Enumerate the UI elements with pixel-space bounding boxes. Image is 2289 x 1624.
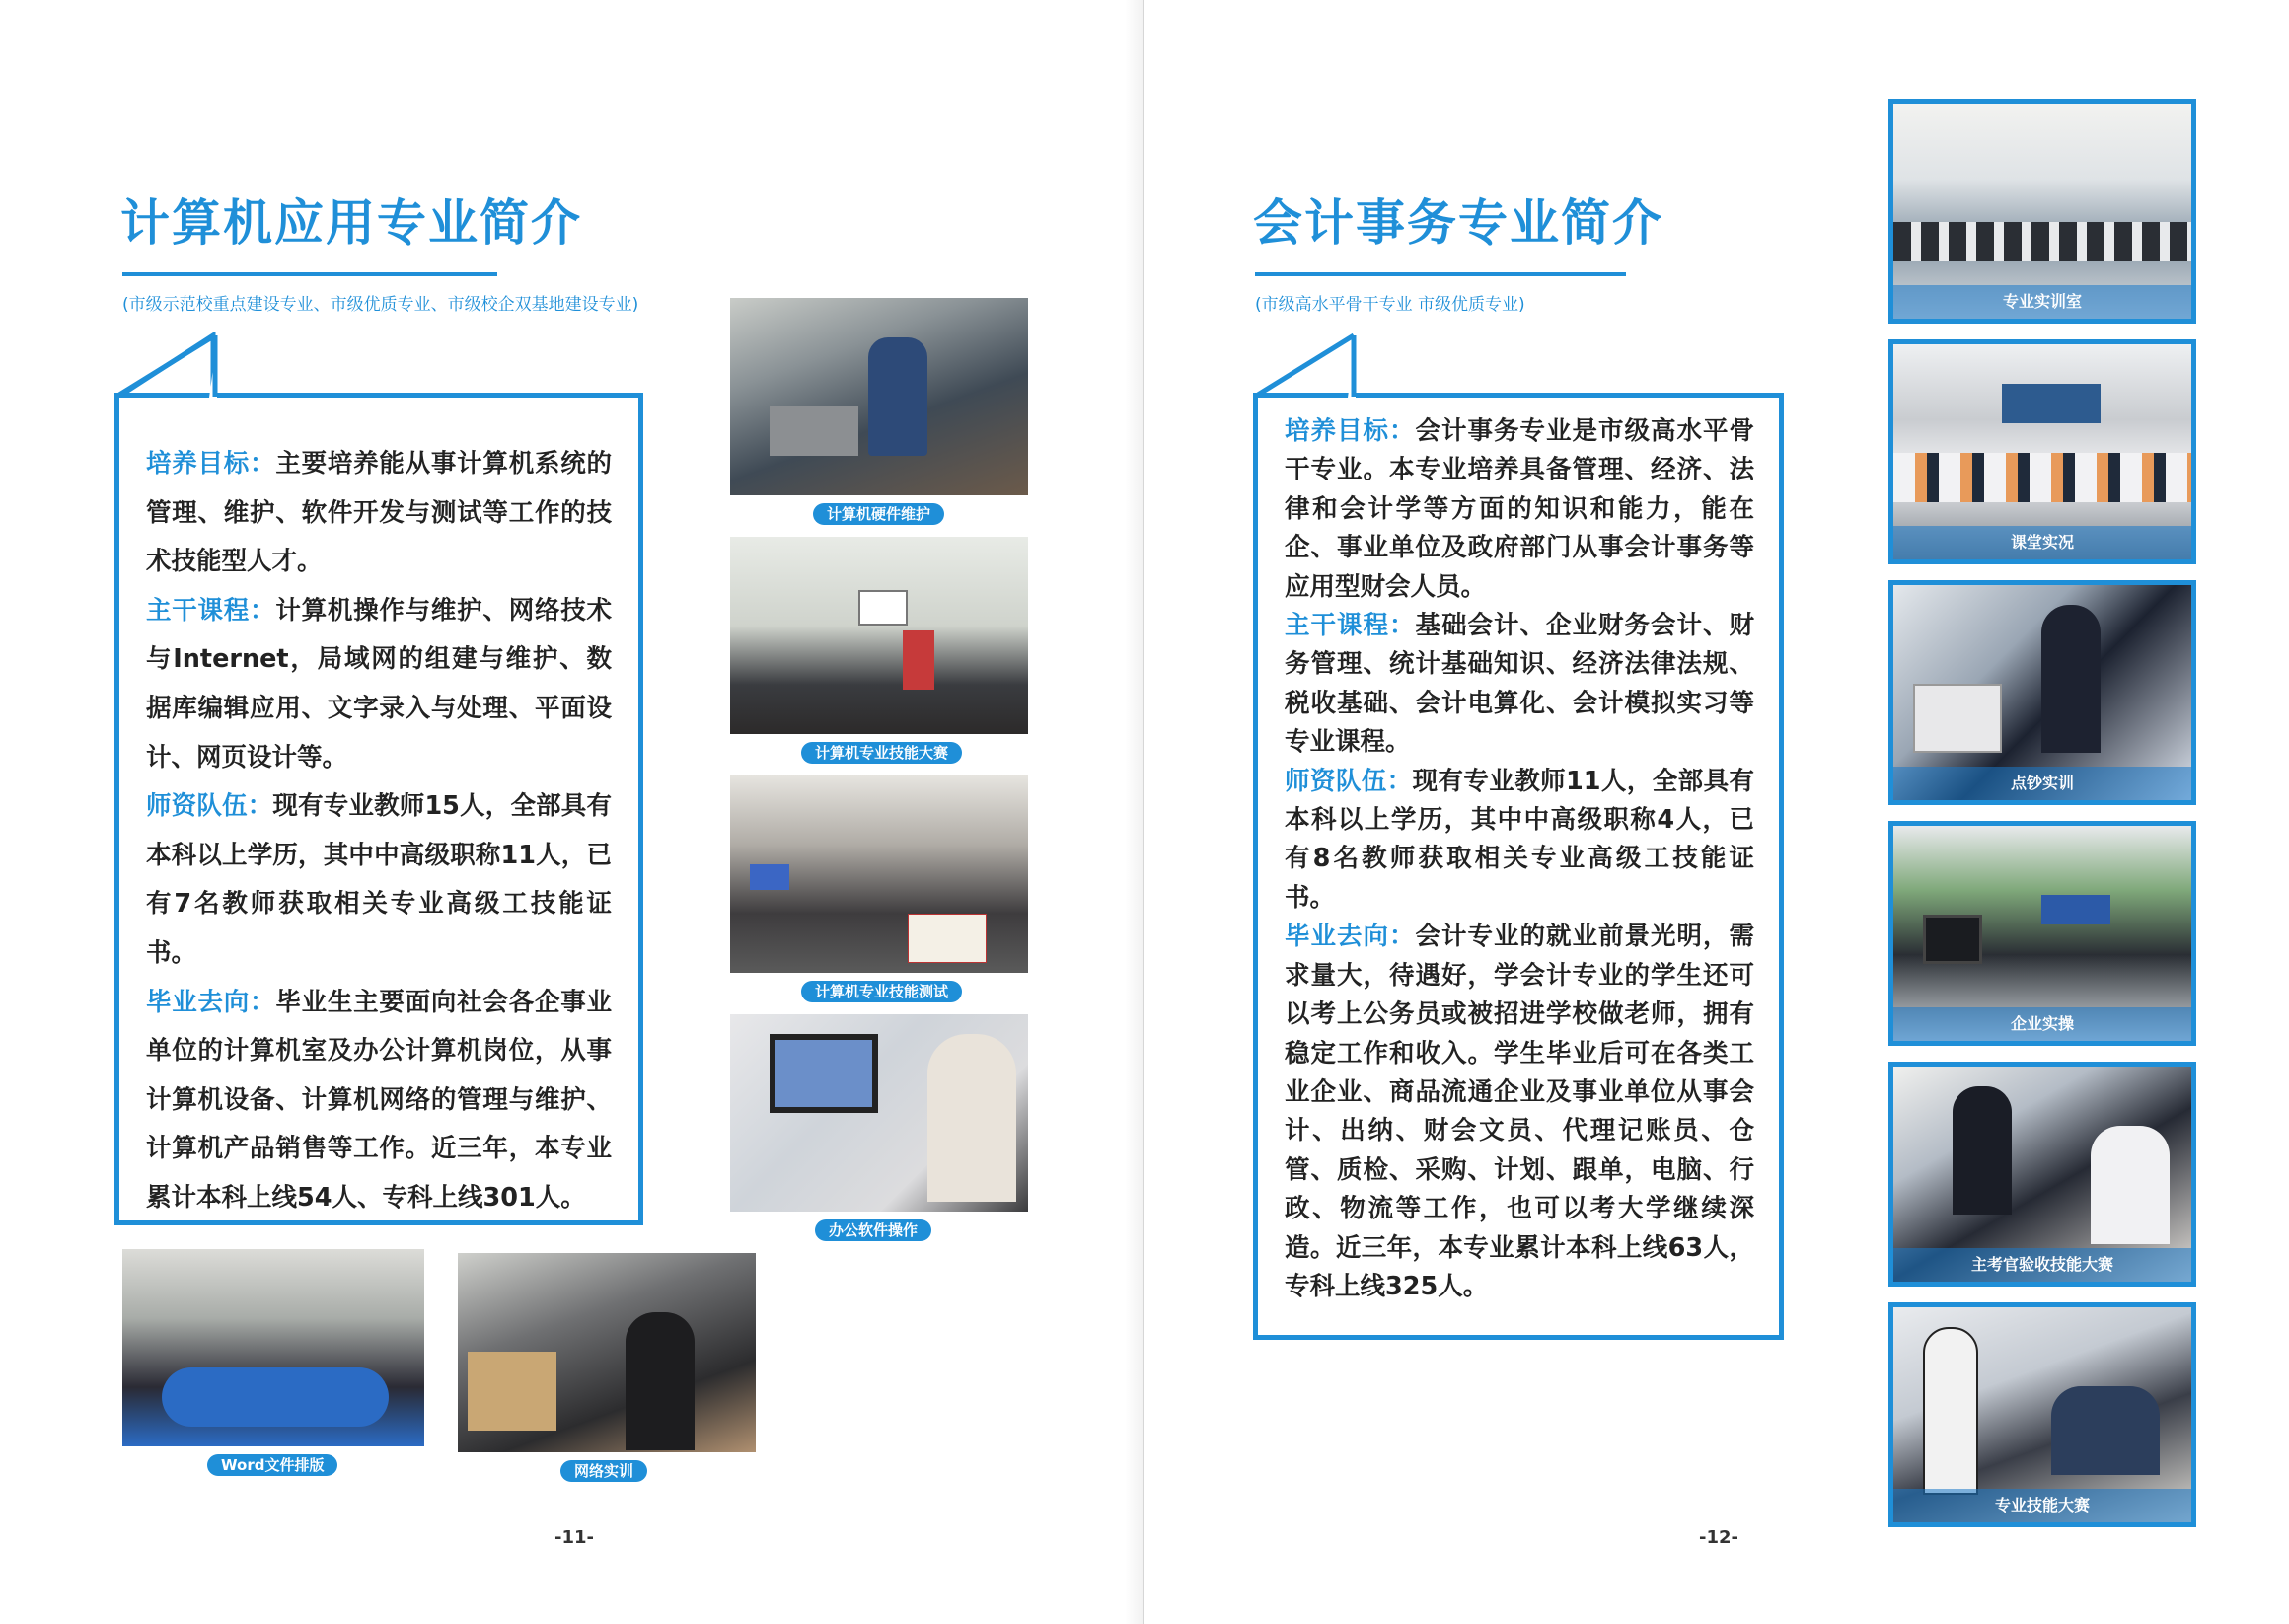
photo-caption: 点钞实训 (1893, 767, 2191, 800)
section-career (1285, 918, 1754, 1306)
section-heading: 师资队伍： (1285, 766, 1413, 796)
section-career (146, 979, 612, 1223)
intro-text (1285, 412, 1754, 1306)
section-body: 主要培养能从事计算机系统的管理、维护、软件开发与测试等工作的技术技能型人才。 (146, 449, 612, 577)
page-number: -11- (554, 1527, 594, 1548)
section-body: 基础会计、企业财务会计、财务管理、统计基础知识、经济法律法规、税收基础、会计电算化、会计模拟实习等专业课程。 (1285, 611, 1754, 758)
photo-caption: 计算机专业技能测试 (801, 981, 962, 1002)
left-page (0, 0, 1144, 1624)
photo-caption: 课堂实况 (1893, 526, 2191, 559)
section-body: 会计事务专业是市级高水平骨干专业。本专业培养具备管理、经济、法律和会计学等方面的知识和能力，能在企、事业单位及政府部门从事会计事务等应用型财会人员。 (1285, 416, 1754, 602)
photo-examiner-acceptance (1888, 1062, 2196, 1287)
photo-skills-competition (730, 537, 1028, 734)
photo-classroom (1888, 339, 2196, 564)
section-body: 毕业生主要面向社会各企事业单位的计算机室及办公计算机岗位，从事计算机设备、计算机网络的管理与维护、计算机产品销售等工作。近三年，本专业累计本科上线54人、专科上线301人。 (146, 987, 612, 1213)
section-training-goal (1285, 412, 1754, 607)
section-core-courses (1285, 607, 1754, 763)
section-heading: 毕业去向： (146, 987, 276, 1017)
photo-caption: Word文件排版 (207, 1454, 337, 1476)
section-heading: 主干课程： (146, 595, 276, 626)
page-subtitle: (市级高水平骨干专业 市级优质专业) (1255, 295, 1525, 315)
section-heading: 毕业去向： (1285, 922, 1416, 952)
photo-caption: 网络实训 (560, 1460, 647, 1482)
photo-caption: 办公软件操作 (815, 1219, 931, 1241)
section-body: 现有专业教师15人，全部具有本科以上学历，其中中高级职称11人，已有7名教师获取相关专业高级工技能证书。 (146, 791, 612, 968)
photo-skills-competition (1888, 1302, 2196, 1527)
page-number: -12- (1699, 1527, 1738, 1548)
photo-caption: 计算机硬件维护 (813, 503, 944, 525)
photo-word-layout (122, 1249, 424, 1446)
section-core-courses (146, 587, 612, 782)
section-body: 计算机操作与维护、网络技术与Internet，局域网的组建与维护、数据库编辑应用、文字录入与处理、平面设计、网页设计等。 (146, 595, 612, 773)
page-subtitle: (市级示范校重点建设专业、市级优质专业、市级校企双基地建设专业) (122, 295, 639, 315)
bubble-tail-cover (116, 332, 225, 401)
photo-skills-test (730, 775, 1028, 973)
page-title: 会计事务专业简介 (1253, 194, 1663, 252)
photo-training-room (1888, 99, 2196, 324)
section-training-goal (146, 440, 612, 587)
photo-caption: 主考官验收技能大赛 (1893, 1248, 2191, 1282)
photo-caption: 专业技能大赛 (1893, 1489, 2191, 1522)
section-faculty (1285, 763, 1754, 919)
intro-text (146, 440, 612, 1223)
photo-enterprise-practice (1888, 821, 2196, 1046)
section-heading: 师资队伍： (146, 791, 273, 822)
section-heading: 主干课程： (1285, 611, 1416, 641)
section-body: 会计专业的就业前景光明，需求量大，待遇好，学会计专业的学生还可以考上公务员或被招进学校做老师，拥有稳定工作和收入。学生毕业后可在各类工业企业、商品流通企业及事业单位从事会计、出纳、财会文员、代理记账员、仓管、质检、采购、计划、跟单，电脑、行政、物流等工作，也可以考大学继续深造。近三年，本专业累计本科上线63人，专科上线325人。 (1285, 922, 1754, 1301)
photo-network-training (458, 1253, 756, 1452)
page-title: 计算机应用专业简介 (120, 194, 582, 252)
photo-cash-counting (1888, 580, 2196, 805)
section-heading: 培养目标： (146, 449, 276, 479)
photo-hardware-maintenance (730, 298, 1028, 495)
photo-caption: 计算机专业技能大赛 (801, 742, 962, 764)
title-underline (122, 272, 497, 276)
section-heading: 培养目标： (1285, 416, 1416, 446)
photo-caption: 专业实训室 (1893, 285, 2191, 319)
photo-caption: 企业实操 (1893, 1007, 2191, 1041)
bubble-tail (1255, 332, 1364, 401)
right-page (1144, 0, 2289, 1624)
section-body: 现有专业教师11人，全部具有本科以上学历，其中中高级职称4人，已有8名教师获取相关专业高级工技能证书。 (1285, 766, 1754, 913)
photo-office-software (730, 1014, 1028, 1212)
section-faculty (146, 782, 612, 978)
title-underline (1255, 272, 1626, 276)
